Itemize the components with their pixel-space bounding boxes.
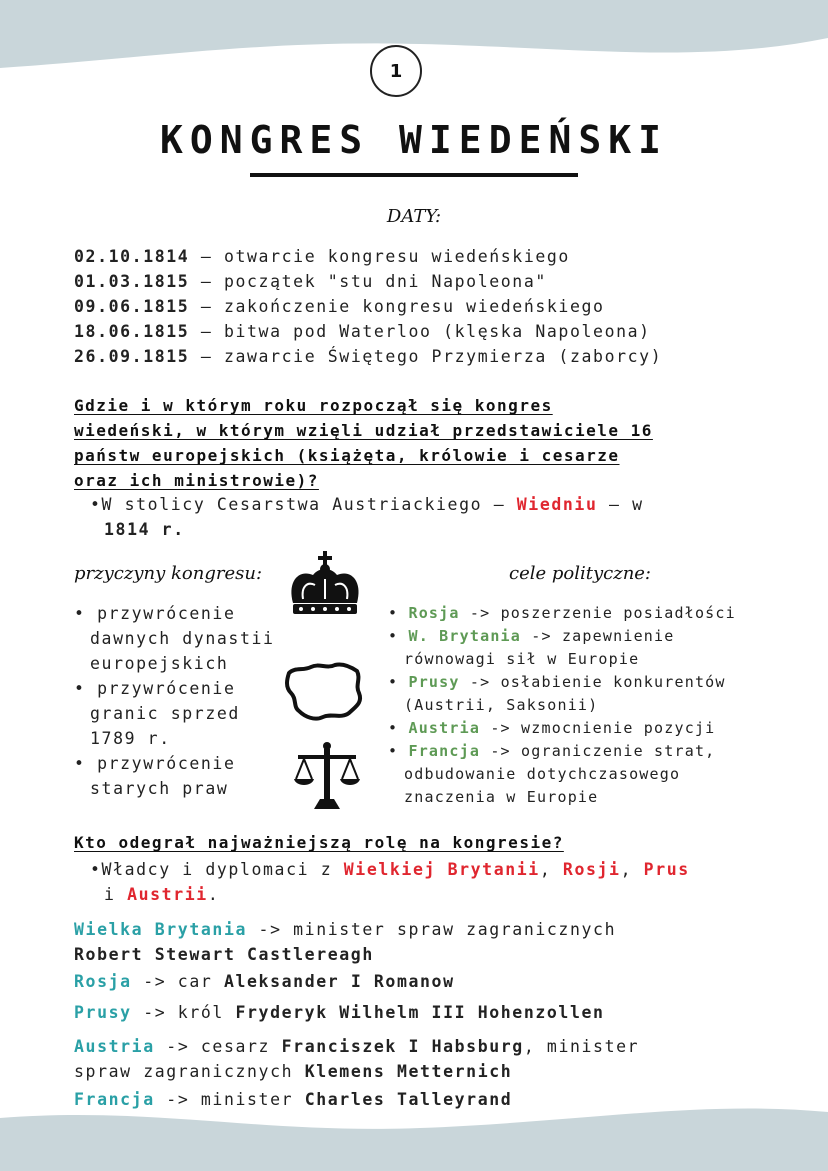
question-2: Kto odegrał najważniejszą rolę na kongresie?	[74, 833, 564, 852]
date-row: 09.06.1815 – zakończenie kongresu wiedeńskiego	[74, 297, 605, 316]
causes-list: • przywrócenie dawnych dynastii europejskich • przywrócenie granic sprzed 1789 r. • przywrócenie starych praw	[74, 604, 275, 798]
answer-2: •Władcy i dyplomaci z Wielkiej Brytanii, Rosji, Prus i Austrii.	[90, 860, 690, 904]
date-row: 18.06.1815 – bitwa pod Waterloo (klęska Napoleona)	[74, 322, 651, 341]
crown-icon	[285, 551, 365, 621]
page-number: 1	[389, 60, 403, 82]
question-1: Gdzie i w którym roku rozpoczął się kongres wiedeński, w którym wzięli udział przedstawiciele 16 państw europejskich (książęta, królowie i cesarze oraz ich ministrowie)?	[74, 396, 653, 490]
answer-1: •W stolicy Cesarstwa Austriackiego – Wiedniu – w 1814 r.	[90, 495, 644, 539]
page-title: KONGRES WIEDEŃSKI	[160, 118, 668, 162]
person-pr: Prusy -> król Fryderyk Wilhelm III Hohenzollen	[74, 1003, 605, 1022]
scales-icon	[292, 741, 362, 811]
dates-list	[74, 244, 662, 369]
person-fr: Francja -> minister Charles Talleyrand	[74, 1090, 513, 1109]
date-row: 02.10.1814 – otwarcie kongresu wiedeńskiego	[74, 247, 570, 266]
goals-heading: cele polityczne:	[508, 563, 651, 584]
person-at: Austria -> cesarz Franciszek I Habsburg, minister spraw zagranicznych Klemens Metternich	[74, 1037, 640, 1081]
causes-heading: przyczyny kongresu:	[74, 563, 263, 584]
goals-list: • Rosja -> poszerzenie posiadłości • W. Brytania -> zapewnienie równowagi sił w Europie • Prusy -> osłabienie konkurentów (Austrii, Saksonii) • Austria -> wzmocnienie pozycji • Francja -> ograniczenie strat, odbudowanie dotychczasowego znaczenia w Europie	[388, 604, 736, 806]
date-row: 01.03.1815 – początek "stu dni Napoleona"	[74, 272, 547, 291]
person-gb: Wielka Brytania -> minister spraw zagranicznych Robert Stewart Castlereagh	[74, 920, 617, 964]
dates-heading: DATY:	[386, 206, 442, 227]
title-underline	[250, 173, 578, 177]
page-number-badge	[370, 45, 422, 97]
person-ru: Rosja -> car Aleksander I Romanow	[74, 972, 455, 991]
map-outline-icon	[283, 659, 365, 723]
date-row: 26.09.1815 – zawarcie Świętego Przymierza (zaborcy)	[74, 347, 663, 366]
